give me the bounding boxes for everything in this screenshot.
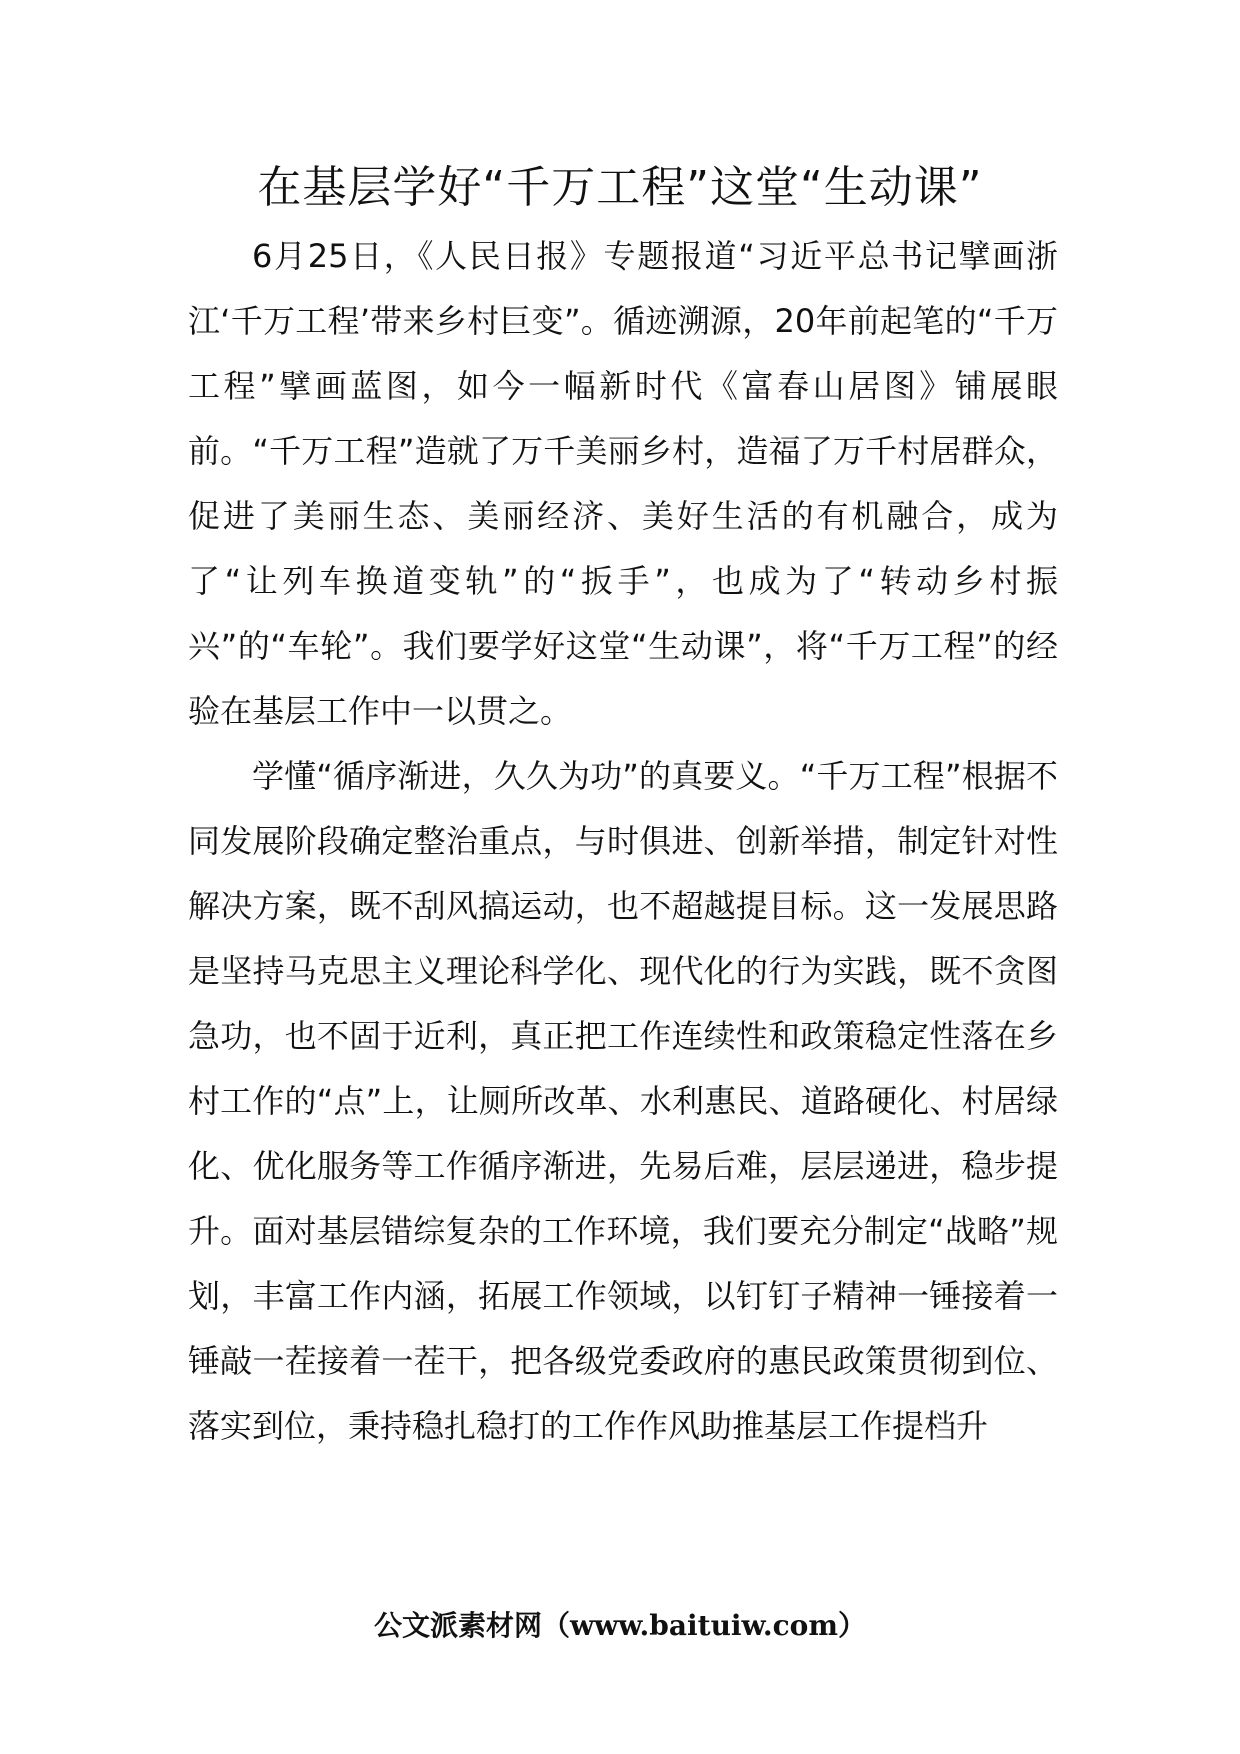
paragraph-1: 6月25日，《人民日报》专题报道“习近平总书记擘画浙江‘千万工程’带来乡村巨变”。循迹溯源，20年前起笔的“千万工程”擘画蓝图，如今一幅新时代《富春山居图》铺展眼前。“千万工程”造就了万千美丽乡村，造福了万千村居群众，促进了美丽生态、美丽经济、美好生活的有机融合，成为了“让列车换道变轨”的“扳手”，也成为了“转动乡村振兴”的“车轮”。我们要学好这堂“生动课”，将“千万工程”的经验在基层工作中一以贯之。: [188, 237, 1058, 730]
footer-source: 公文派素材网（www.baituiw.com）: [374, 1609, 866, 1642]
document-body: [188, 224, 1058, 1459]
paragraph-2: 学懂“循序渐进，久久为功”的真要义。“千万工程”根据不同发展阶段确定整治重点，与时俱进、创新举措，制定针对性解决方案，既不刮风搞运动，也不超越提目标。这一发展思路是坚持马克思主义理论科学化、现代化的行为实践，既不贪图急功，也不固于近利，真正把工作连续性和政策稳定性落在乡村工作的“点”上，让厕所改革、水利惠民、道路硬化、村居绿化、优化服务等工作循序渐进，先易后难，层层递进，稳步提升。面对基层错综复杂的工作环境，我们要充分制定“战略”规划，丰富工作内涵，拓展工作领域，以钉钉子精神一锤接着一锤敲一茬接着一茬干，把各级党委政府的惠民政策贯彻到位、落实到位，秉持稳扎稳打的工作作风助推基层工作提档升: [188, 757, 1058, 1445]
document-title: 在基层学好“千万工程”这堂“生动课”: [257, 162, 983, 213]
